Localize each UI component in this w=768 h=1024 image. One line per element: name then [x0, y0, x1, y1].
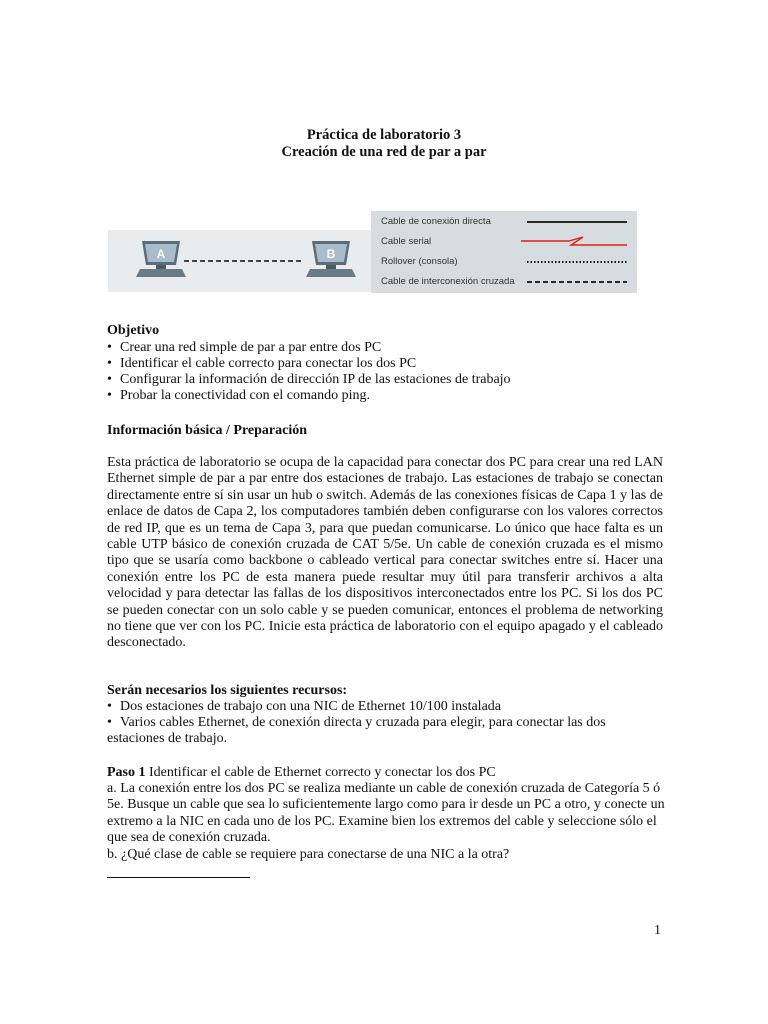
- legend-label-straight: Cable de conexión directa: [381, 216, 491, 227]
- paso1-label: Paso 1: [107, 765, 146, 780]
- recursos-bullet: • Varios cables Ethernet, de conexión directa y cruzada para elegir, para conectar las dos estaciones de trabajo.: [107, 715, 606, 747]
- cable-legend: [371, 211, 637, 293]
- document-title: Práctica de laboratorio 3: [306, 127, 462, 143]
- answer-blank-line[interactable]: [107, 877, 250, 878]
- legend-label-crossover: Cable de interconexión cruzada: [381, 276, 515, 287]
- objetivo-bullet: • Probar la conectividad con el comando ping.: [107, 388, 370, 403]
- legend-label-serial: Cable serial: [381, 236, 432, 247]
- objetivo-bullet: • Crear una red simple de par a par entre dos PC: [107, 340, 382, 355]
- page-number: 1: [654, 923, 661, 938]
- recursos-bullet: • Dos estaciones de trabajo con una NIC de Ethernet 10/100 instalada: [107, 699, 501, 714]
- crossover-cable-link: [108, 230, 395, 292]
- legend-line-serial: [521, 237, 627, 245]
- paso1-item-a: a. La conexión entre los dos PC se realiza mediante un cable de conexión cruzada de Categoría 5 ó 5e. Busque un cable que sea lo suficientemente largo como para ir desde un PC a otro, y conecte un extremo a la NIC en cada uno de los PC. Examine bien los extremos del cable y seleccione sólo el que sea de conexión cruzada.: [107, 781, 665, 846]
- network-diagram: [108, 230, 395, 292]
- recursos-heading: Serán necesarios los siguientes recursos:: [107, 683, 348, 698]
- pc-a-label: A: [156, 247, 166, 261]
- info-paragraph: Esta práctica de laboratorio se ocupa de la capacidad para conectar dos PC para crear una red LAN Ethernet simple de par a par entre dos estaciones de trabajo. Las estaciones de trabajo se conectan directamente entre sí sin usar un hub o switch. Además de las conexiones físicas de Capa 1 y las de enlace de datos de Capa 2, los computadores también deben configurarse con los valores correctos de red IP, que es un tema de Capa 3, para que puedan comunicarse. Lo único que hace falta es un cable UTP básico de conexión cruzada de CAT 5/5e. Un cable de conexión cruzada es el mismo tipo que se usaría como backbone o cableado vertical para conectar switches entre sí. Hacer una conexión entre los PC de esta manera puede resultar muy útil para transferir archivos a alta velocidad y para detectar las fallas de los dispositivos interconectados entre los PC. Si los dos PC se pueden conectar con un solo cable y se pueden comunicar, entonces el problema de networking no tiene que ver con los PC. Inicie esta práctica de laboratorio con el equipo apagado y el cableado desconectado.: [107, 455, 663, 651]
- legend-label-rollover: Rollover (consola): [381, 256, 458, 267]
- objetivo-heading: Objetivo: [107, 323, 160, 338]
- paso1-heading: [107, 765, 663, 781]
- paso1-item-b: b. ¿Qué clase de cable se requiere para conectarse de una NIC a la otra?: [107, 847, 510, 862]
- paso1-title: Identificar el cable de Ethernet correcto y conectar los dos PC: [149, 765, 496, 780]
- document-subtitle: Creación de una red de par a par: [281, 144, 487, 160]
- info-heading: Información básica / Preparación: [107, 423, 308, 438]
- objetivo-bullet: • Configurar la información de dirección IP de las estaciones de trabajo: [107, 372, 511, 387]
- objetivo-bullet: • Identificar el cable correcto para conectar los dos PC: [107, 356, 417, 371]
- pc-b-label: B: [326, 247, 336, 261]
